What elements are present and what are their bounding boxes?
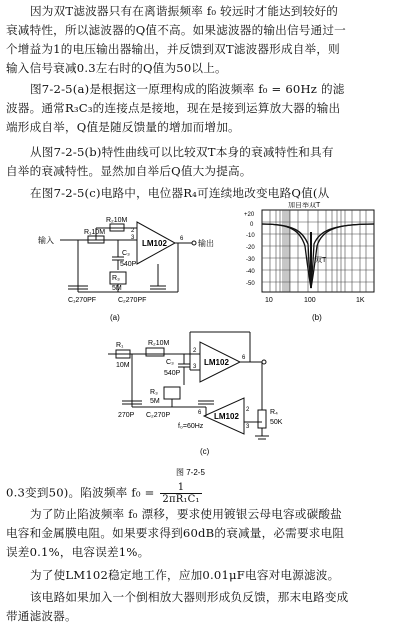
para5-line2: 电容和金属膜电阻。如果要求得到60dB的衰减量，必需要求电阻 (6, 526, 345, 540)
para1-line2: 衰减特性，所以滤波器的Q值不高。如果滤波器的输出信号通过一 (6, 23, 346, 37)
fig-b-ytick-0: +20 (244, 212, 255, 218)
fig-a-c3v-label: 540P (120, 261, 137, 268)
fig-c-pin6b: 6 (198, 410, 202, 416)
fig-c-label: (c) (200, 447, 210, 456)
fig-c-pin2: 2 (193, 348, 197, 354)
fig-b-legend-boot: 加自举双T (288, 202, 321, 209)
fig-a-pin2: 2 (131, 228, 135, 234)
figure-7-2-5 (0, 202, 401, 480)
para6-line1: 为了使LM102稳定地工作，应加0.01μF电容对电源滤波。 (30, 568, 340, 582)
para5-line3: 误差0.1%，电容误差1%。 (6, 545, 150, 559)
fig-c-r4v-label: 50K (270, 419, 283, 426)
fig-a-c2-label: C₂270PF (118, 297, 147, 304)
fig-c-r2-label: R₂10M (148, 340, 170, 347)
fig-a-output-label: 输出 (198, 239, 214, 248)
fig-b-ytick-2: -10 (246, 233, 255, 239)
para7-line1: 该电路如果加入一个倒相放大器则形成负反馈，那末电路变成 (30, 590, 349, 604)
para5-line1: 为了防止陷波频率 f₀ 漂移，要求使用镀银云母电容或碳酸盐 (30, 507, 342, 521)
para4-line2 (6, 482, 398, 505)
para2-line1: 图7-2-5(a)是根据这一原理构成的陷波频率 f₀ = 60Hz 的滤 (30, 82, 345, 96)
para1-line3: 个增益为1的电压输出器输出，并反馈到双T滤波器形成自举，则 (6, 42, 340, 56)
para1-line1: 因为双T滤波器只有在离谐振频率 f₀ 较远时才能达到较好的 (30, 4, 339, 18)
para7-line2: 带通滤波器。 (6, 609, 77, 623)
fig-c-c1-label: 270P (118, 412, 135, 419)
para3-line2: 自举的衰减特性。显然加自举后Q值大为提高。 (6, 164, 252, 178)
fig-a-r2-label: R₂10M (106, 217, 128, 224)
fig-c-pin2b: 2 (246, 407, 250, 413)
fig-c-c2-label: C₂270P (146, 412, 171, 419)
fig-a-opamp-label: LM102 (142, 239, 167, 248)
fig-b-xtick-1: 100 (304, 297, 316, 304)
fig-b-ytick-6: -50 (246, 281, 255, 287)
fig-b-ytick-5: -40 (246, 269, 255, 275)
fig-c-pin3b: 3 (246, 424, 250, 430)
fig-c-r1-label: R₁ (116, 342, 124, 349)
fig-a-r3v-label: 5M (112, 285, 122, 292)
fig-a-label: (a) (110, 313, 120, 322)
para2-line2: 波器。通常R₃C₃的连接点是接地，现在是接到运算放大器的输出 (6, 101, 341, 115)
fig-b-ytick-4: -30 (246, 257, 255, 263)
fig-c-pin6: 6 (242, 355, 246, 361)
fig-b-legend-t: 双T (315, 257, 327, 264)
fig-a-c3-label: C₃ (122, 250, 130, 257)
fig-a-r1-label: R₁10M (84, 229, 106, 236)
fig-c-opamp1-label: LM102 (204, 358, 229, 367)
fig-c-c3v-label: 540P (164, 370, 181, 377)
fig-a-r3-label: R₃ (112, 275, 120, 282)
fig-c-r3v-label: 5M (150, 398, 160, 405)
fig-b-label: (b) (312, 313, 322, 322)
figure-caption: 图 7-2-5 (176, 468, 205, 477)
fig-b-xtick-2: 1K (356, 297, 365, 304)
fig-c-r3-label: R₃ (150, 389, 158, 396)
fig-b-ytick-1: 0 (250, 222, 254, 228)
fig-b-xtick-0: 10 (265, 297, 273, 304)
fraction-denominator: 2πR₁C₁ (162, 494, 200, 505)
fig-a-pin6: 6 (180, 236, 184, 242)
fig-b-ytick-3: -20 (246, 245, 255, 251)
para2-line3: 端形成自举，Q值是随反馈量的增加而增加。 (6, 120, 240, 134)
fig-c-c3-label: C₃ (166, 359, 174, 366)
para1-line4: 输入信号衰减0.3左右时的Q值为50以上。 (6, 61, 227, 75)
fig-a-input-label: 输入 (38, 236, 54, 245)
fraction-numerator: 1 (160, 482, 201, 494)
fig-c-opamp2-label: LM102 (214, 412, 239, 421)
fig-c-pin3: 3 (193, 364, 197, 370)
fig-a-c1-label: C₁270PF (68, 297, 97, 304)
notch-frequency-fraction (160, 482, 201, 505)
para4-line2-text: 0.3变到50)。陷波频率 f₀ = (6, 485, 155, 500)
para3-line1: 从图7-2-5(b)特性曲线可以比较双T本身的衰减特性和具有 (30, 145, 334, 159)
fig-c-r1v-label: 10M (116, 362, 130, 369)
fig-c-r4-label: R₄ (270, 409, 278, 416)
fig-a-pin3: 3 (131, 235, 135, 241)
fig-c-f0-label: f₀=60Hz (178, 423, 204, 430)
para4-line1: 在图7-2-5(c)电路中，电位器R₄可连续地改变电路Q值(从 (30, 186, 330, 200)
